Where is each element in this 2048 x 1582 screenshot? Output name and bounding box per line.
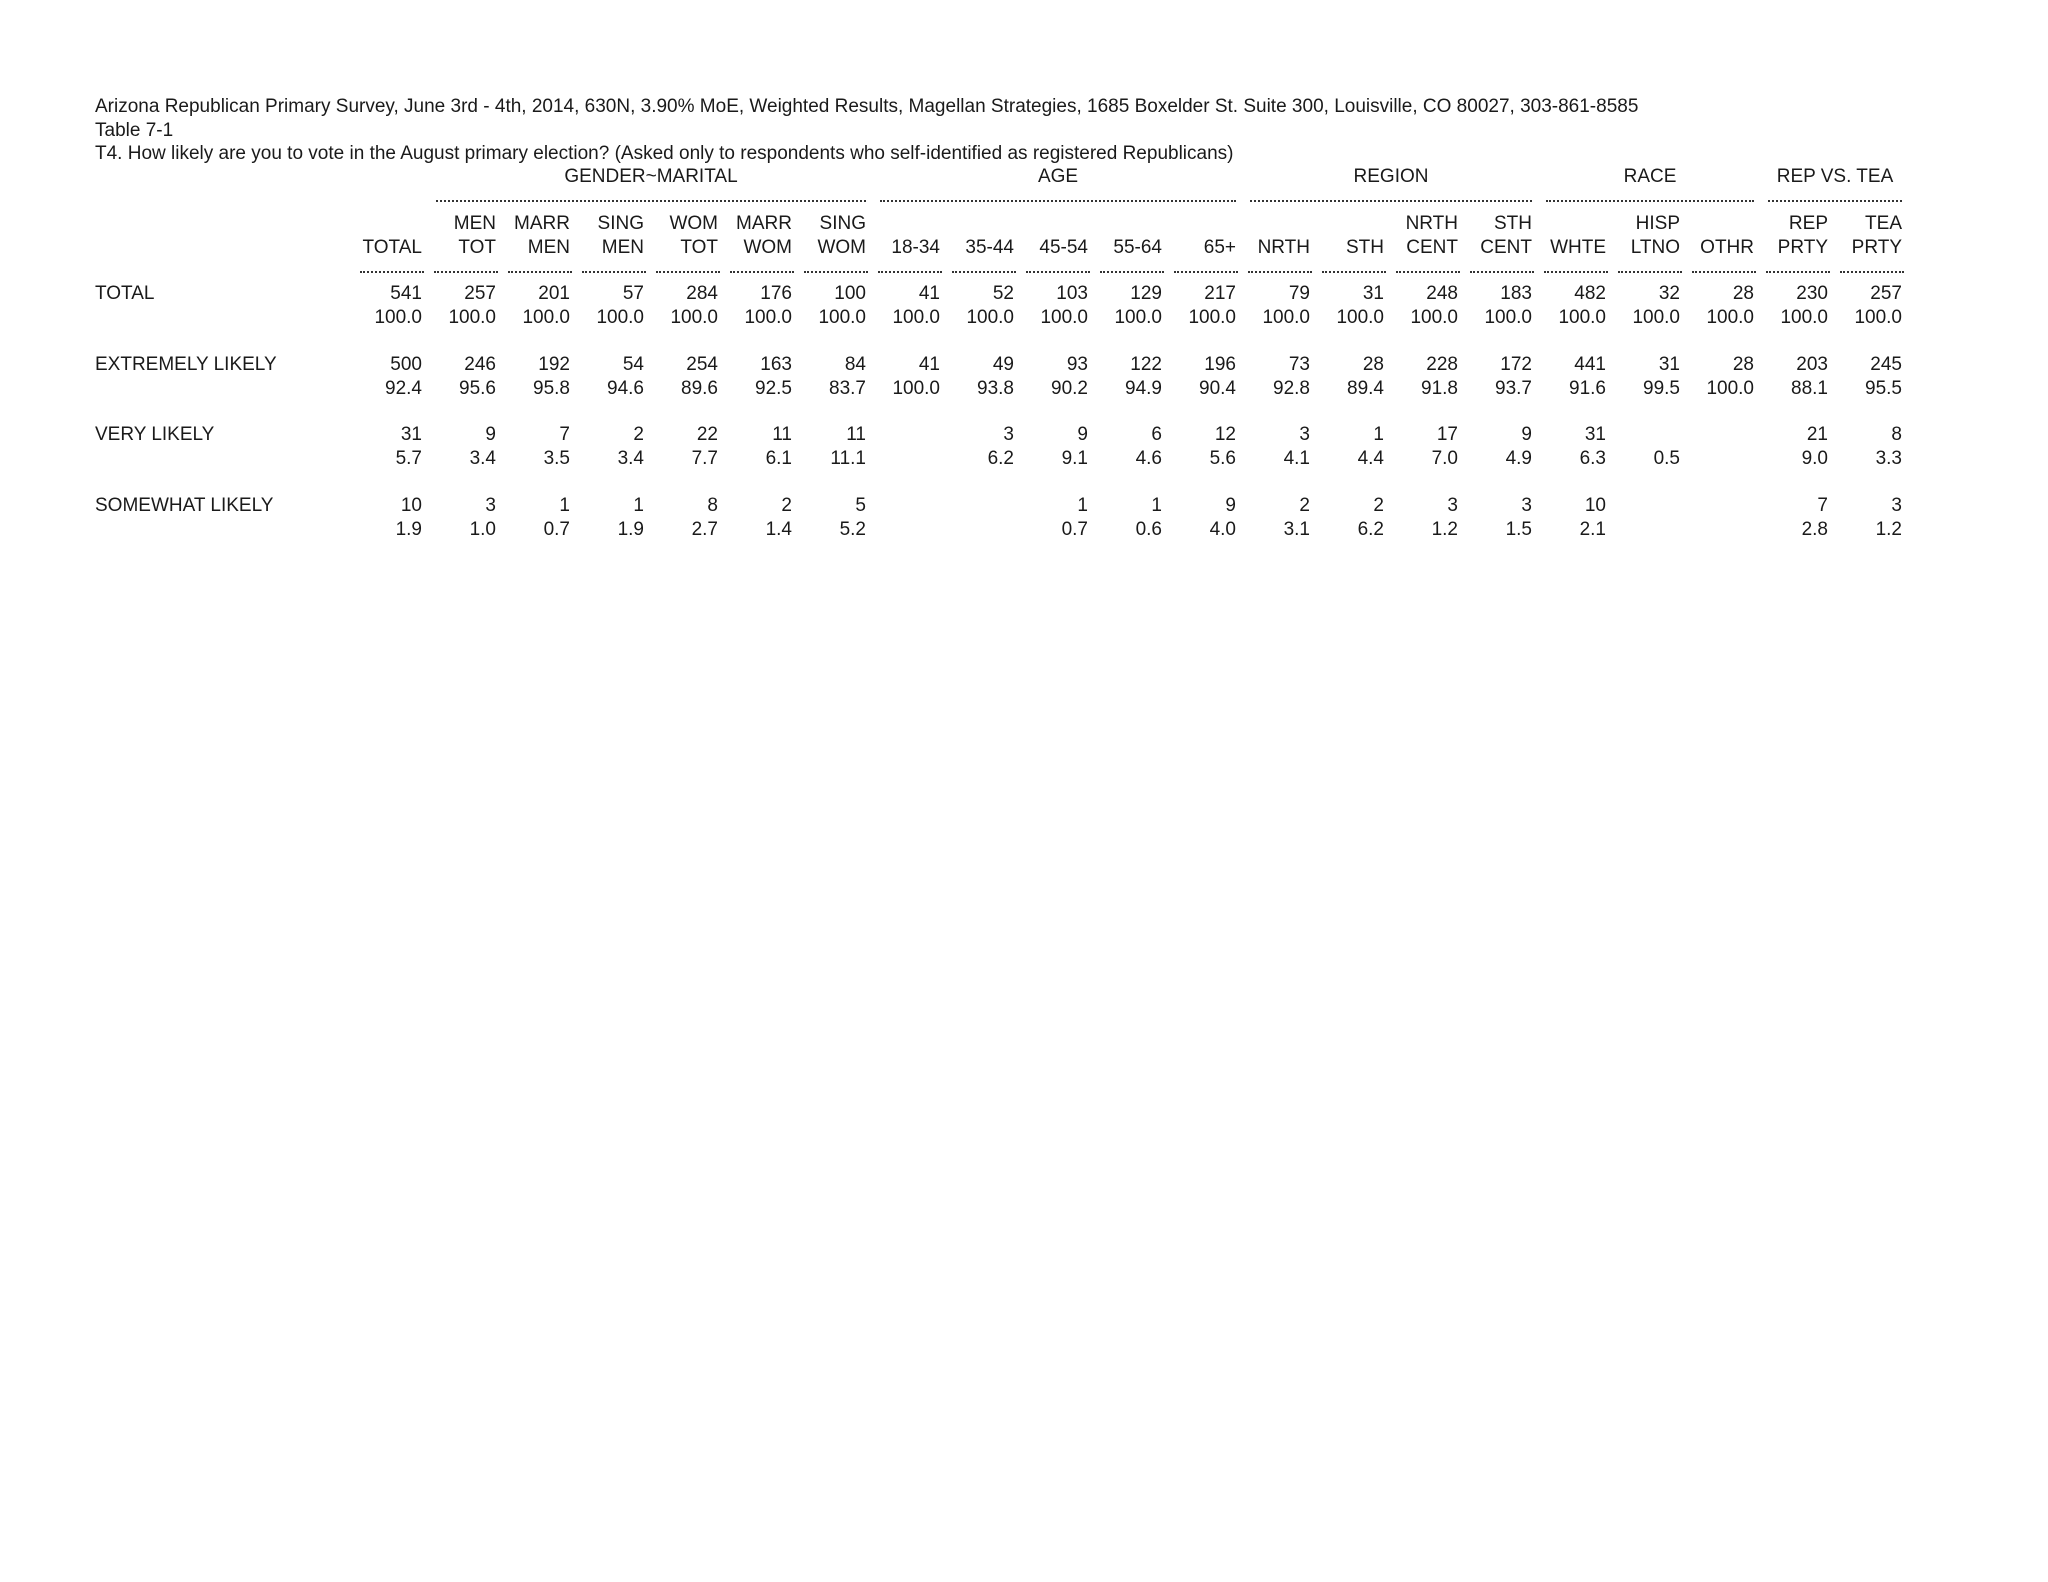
- group-rule-region: [1250, 200, 1532, 202]
- cell-count: 9: [1521, 424, 1532, 445]
- cell-count: 49: [992, 354, 1014, 375]
- col-rule-sing-men: [582, 271, 646, 273]
- cell-count: 12: [1214, 424, 1236, 445]
- cell-percent: 92.5: [755, 378, 792, 399]
- cell-percent: 100.0: [1040, 307, 1088, 328]
- cell-count: 201: [538, 283, 570, 304]
- cell-percent: 100.0: [966, 307, 1014, 328]
- cell-percent: 100.0: [1410, 307, 1458, 328]
- cell-percent: 2.7: [691, 519, 718, 540]
- cell-percent: 6.3: [1579, 448, 1606, 469]
- group-header-region: REGION: [1353, 166, 1429, 187]
- cell-percent: 100.0: [448, 307, 496, 328]
- col-header-18-34: 18-34: [891, 237, 940, 258]
- col-header-men-tot: TOT: [458, 237, 496, 258]
- cell-count: 9: [1077, 424, 1088, 445]
- cell-count: 1: [633, 495, 644, 516]
- group-header-rep-vs-tea: REP VS. TEA: [1776, 166, 1894, 187]
- cell-count: 9: [1225, 495, 1236, 516]
- cell-percent: 100.0: [1632, 307, 1680, 328]
- col-header-marr-men: MEN: [527, 237, 570, 258]
- cell-count: 3: [485, 495, 496, 516]
- col-rule-wom-tot: [656, 271, 720, 273]
- cell-count: 7: [1817, 495, 1828, 516]
- col-rule-18-34: [878, 271, 942, 273]
- col-header-sth-cent: CENT: [1480, 237, 1532, 258]
- cell-count: 230: [1796, 283, 1828, 304]
- cell-percent: 99.5: [1643, 378, 1680, 399]
- cell-percent: 4.6: [1135, 448, 1162, 469]
- col-header-tea-prty: PRTY: [1851, 237, 1902, 258]
- cell-count: 7: [559, 424, 570, 445]
- cell-percent: 3.3: [1875, 448, 1902, 469]
- cell-percent: 11.1: [830, 448, 866, 469]
- cell-percent: 3.4: [469, 448, 496, 469]
- col-rule-sing-wom: [804, 271, 868, 273]
- col-header-wom-tot: TOT: [680, 237, 718, 258]
- col-header-whte: WHTE: [1550, 237, 1606, 258]
- cell-count: 541: [390, 283, 422, 304]
- cell-count: 8: [707, 495, 718, 516]
- cell-count: 2: [633, 424, 644, 445]
- cell-percent: 100.0: [1854, 307, 1902, 328]
- cell-percent: 91.6: [1569, 378, 1606, 399]
- cell-percent: 94.6: [607, 378, 644, 399]
- col-header-tea-prty-top: TEA: [1865, 213, 1902, 234]
- row-label-very-likely: VERY LIKELY: [95, 424, 215, 445]
- cell-percent: 4.0: [1209, 519, 1236, 540]
- cell-count: 192: [538, 354, 570, 375]
- cell-percent: 100.0: [1484, 307, 1532, 328]
- cell-percent: 2.1: [1579, 519, 1606, 540]
- cell-percent: 95.6: [459, 378, 496, 399]
- cell-count: 11: [846, 424, 866, 445]
- cell-count: 10: [400, 495, 422, 516]
- cell-count: 10: [1584, 495, 1606, 516]
- cell-count: 6: [1151, 424, 1162, 445]
- col-header-othr: OTHR: [1700, 237, 1754, 258]
- cell-percent: 5.2: [839, 519, 866, 540]
- col-header-rep-prty: PRTY: [1777, 237, 1828, 258]
- group-header-age: AGE: [1037, 166, 1079, 187]
- cell-count: 172: [1500, 354, 1532, 375]
- col-header-marr-wom-top: MARR: [736, 213, 792, 234]
- cell-count: 245: [1870, 354, 1902, 375]
- table-id: Table 7-1: [95, 120, 174, 141]
- cell-percent: 94.9: [1125, 378, 1162, 399]
- cell-count: 52: [992, 283, 1014, 304]
- cell-percent: 100.0: [374, 307, 422, 328]
- cell-count: 57: [622, 283, 644, 304]
- col-header-65: 65+: [1203, 237, 1236, 258]
- cell-count: 122: [1130, 354, 1162, 375]
- cell-count: 21: [1806, 424, 1828, 445]
- col-rule-whte: [1544, 271, 1608, 273]
- cell-percent: 100.0: [1558, 307, 1606, 328]
- cell-percent: 89.4: [1347, 378, 1384, 399]
- cell-count: 28: [1732, 283, 1754, 304]
- cell-percent: 95.8: [533, 378, 570, 399]
- cell-count: 441: [1574, 354, 1606, 375]
- cell-count: 228: [1426, 354, 1458, 375]
- cell-percent: 1.2: [1431, 519, 1458, 540]
- col-header-sing-men-top: SING: [597, 213, 644, 234]
- cell-percent: 0.7: [543, 519, 570, 540]
- col-header-marr-men-top: MARR: [514, 213, 570, 234]
- cell-percent: 4.1: [1283, 448, 1310, 469]
- question-text: T4. How likely are you to vote in the August primary election? (Asked only to respondents who self-identified as registered Republicans): [95, 143, 1234, 164]
- cell-percent: 92.8: [1273, 378, 1310, 399]
- col-header-rep-prty-top: REP: [1788, 213, 1828, 234]
- cell-count: 248: [1426, 283, 1458, 304]
- col-rule-55-64: [1100, 271, 1164, 273]
- col-rule-nrth: [1248, 271, 1312, 273]
- cell-percent: 4.9: [1505, 448, 1532, 469]
- col-header-sing-men: MEN: [601, 237, 644, 258]
- cell-count: 41: [918, 354, 940, 375]
- cell-count: 163: [760, 354, 792, 375]
- cell-percent: 9.1: [1061, 448, 1088, 469]
- cell-percent: 89.6: [681, 378, 718, 399]
- cell-count: 1: [1077, 495, 1088, 516]
- cell-count: 2: [1299, 495, 1310, 516]
- cell-count: 482: [1574, 283, 1606, 304]
- cell-count: 1: [559, 495, 570, 516]
- cell-count: 254: [686, 354, 718, 375]
- group-rule-age: [880, 200, 1236, 202]
- cell-count: 3: [1447, 495, 1458, 516]
- cell-percent: 9.0: [1801, 448, 1828, 469]
- col-rule-45-54: [1026, 271, 1090, 273]
- col-rule-hisp-ltno: [1618, 271, 1682, 273]
- col-header-total: TOTAL: [362, 237, 422, 258]
- cell-percent: 100.0: [818, 307, 866, 328]
- cell-percent: 100.0: [1188, 307, 1236, 328]
- cell-percent: 2.8: [1801, 519, 1828, 540]
- cell-percent: 100.0: [1706, 307, 1754, 328]
- cell-percent: 0.5: [1653, 448, 1680, 469]
- cell-count: 22: [696, 424, 718, 445]
- cell-percent: 100.0: [596, 307, 644, 328]
- cell-count: 196: [1204, 354, 1236, 375]
- col-header-55-64: 55-64: [1113, 237, 1162, 258]
- cell-count: 500: [390, 354, 422, 375]
- cell-percent: 0.6: [1135, 519, 1162, 540]
- cell-count: 31: [1584, 424, 1606, 445]
- cell-percent: 1.4: [765, 519, 792, 540]
- cell-count: 257: [464, 283, 496, 304]
- cell-percent: 95.5: [1865, 378, 1902, 399]
- col-header-nrth: NRTH: [1257, 237, 1310, 258]
- cell-percent: 5.6: [1209, 448, 1236, 469]
- cell-count: 5: [855, 495, 866, 516]
- col-rule-total: [360, 271, 424, 273]
- cell-percent: 100.0: [1780, 307, 1828, 328]
- cell-count: 3: [1003, 424, 1014, 445]
- cell-percent: 7.0: [1431, 448, 1458, 469]
- col-rule-35-44: [952, 271, 1016, 273]
- cell-percent: 100.0: [1114, 307, 1162, 328]
- cell-count: 32: [1658, 283, 1680, 304]
- cell-percent: 7.7: [691, 448, 718, 469]
- col-header-nrth-cent: CENT: [1406, 237, 1458, 258]
- col-header-marr-wom: WOM: [743, 237, 792, 258]
- cell-percent: 5.7: [395, 448, 422, 469]
- cell-count: 183: [1500, 283, 1532, 304]
- cell-count: 1: [1373, 424, 1384, 445]
- col-rule-sth: [1322, 271, 1386, 273]
- cell-count: 84: [844, 354, 866, 375]
- cell-percent: 1.9: [395, 519, 422, 540]
- col-header-35-44: 35-44: [965, 237, 1014, 258]
- cell-count: 9: [485, 424, 496, 445]
- cell-percent: 93.7: [1495, 378, 1532, 399]
- group-header-race: RACE: [1623, 166, 1677, 187]
- cell-count: 93: [1066, 354, 1088, 375]
- cell-percent: 90.2: [1051, 378, 1088, 399]
- cell-count: 3: [1891, 495, 1902, 516]
- row-label-somewhat-likely: SOMEWHAT LIKELY: [95, 495, 274, 516]
- col-rule-tea-prty: [1840, 271, 1904, 273]
- cell-count: 28: [1732, 354, 1754, 375]
- group-rule-race: [1546, 200, 1754, 202]
- cell-count: 176: [760, 283, 792, 304]
- cell-count: 17: [1436, 424, 1458, 445]
- col-header-nrth-cent-top: NRTH: [1405, 213, 1458, 234]
- cell-percent: 0.7: [1061, 519, 1088, 540]
- cell-count: 2: [781, 495, 792, 516]
- col-rule-marr-men: [508, 271, 572, 273]
- cell-count: 31: [1658, 354, 1680, 375]
- col-header-hisp-ltno: LTNO: [1630, 237, 1680, 258]
- cell-count: 31: [1362, 283, 1384, 304]
- cell-percent: 100.0: [744, 307, 792, 328]
- cell-count: 284: [686, 283, 718, 304]
- group-rule-gender-marital: [436, 200, 866, 202]
- col-rule-65: [1174, 271, 1238, 273]
- cell-percent: 100.0: [892, 307, 940, 328]
- col-header-sth-cent-top: STH: [1494, 213, 1532, 234]
- col-header-men-tot-top: MEN: [453, 213, 496, 234]
- cell-percent: 90.4: [1199, 378, 1236, 399]
- cell-count: 31: [400, 424, 422, 445]
- cell-percent: 83.7: [829, 378, 866, 399]
- cell-percent: 1.5: [1505, 519, 1532, 540]
- cell-percent: 1.9: [617, 519, 644, 540]
- cell-count: 8: [1891, 424, 1902, 445]
- cell-count: 1: [1151, 495, 1162, 516]
- cell-count: 257: [1870, 283, 1902, 304]
- cell-percent: 6.2: [1357, 519, 1384, 540]
- cell-count: 246: [464, 354, 496, 375]
- col-header-hisp-ltno-top: HISP: [1635, 213, 1680, 234]
- cell-count: 41: [918, 283, 940, 304]
- group-rule-rep-vs-tea: [1768, 200, 1902, 202]
- col-header-sing-wom-top: SING: [819, 213, 866, 234]
- cell-count: 2: [1373, 495, 1384, 516]
- cell-percent: 100.0: [1336, 307, 1384, 328]
- col-rule-marr-wom: [730, 271, 794, 273]
- cell-percent: 100.0: [670, 307, 718, 328]
- cell-percent: 91.8: [1421, 378, 1458, 399]
- cell-percent: 100.0: [1706, 378, 1754, 399]
- row-label-extremely-likely: EXTREMELY LIKELY: [95, 354, 277, 375]
- col-rule-men-tot: [434, 271, 498, 273]
- group-header-gender-marital: GENDER~MARITAL: [564, 166, 738, 187]
- cell-count: 100: [834, 283, 866, 304]
- cell-percent: 3.4: [617, 448, 644, 469]
- cell-count: 11: [772, 424, 792, 445]
- cell-percent: 3.5: [543, 448, 570, 469]
- col-rule-sth-cent: [1470, 271, 1534, 273]
- cell-count: 217: [1204, 283, 1236, 304]
- cell-percent: 100.0: [892, 378, 940, 399]
- cell-percent: 3.1: [1283, 519, 1310, 540]
- cell-percent: 88.1: [1791, 378, 1828, 399]
- cell-count: 79: [1288, 283, 1310, 304]
- col-header-45-54: 45-54: [1039, 237, 1088, 258]
- col-header-sth: STH: [1346, 237, 1384, 258]
- cell-count: 203: [1796, 354, 1828, 375]
- cell-percent: 100.0: [1262, 307, 1310, 328]
- cell-count: 54: [622, 354, 644, 375]
- survey-title: Arizona Republican Primary Survey, June 3rd - 4th, 2014, 630N, 3.90% MoE, Weighted Results, Magellan Strategies, 1685 Boxelder St. Suite 300, Louisville, CO 80027, 303-861-8585: [95, 96, 1639, 117]
- cell-count: 73: [1288, 354, 1310, 375]
- cell-count: 129: [1130, 283, 1162, 304]
- cell-percent: 1.0: [469, 519, 496, 540]
- cell-percent: 4.4: [1357, 448, 1384, 469]
- col-header-wom-tot-top: WOM: [669, 213, 718, 234]
- cell-percent: 1.2: [1875, 519, 1902, 540]
- col-header-sing-wom: WOM: [817, 237, 866, 258]
- cell-count: 3: [1521, 495, 1532, 516]
- cell-percent: 6.2: [987, 448, 1014, 469]
- cell-percent: 92.4: [385, 378, 422, 399]
- col-rule-othr: [1692, 271, 1756, 273]
- col-rule-nrth-cent: [1396, 271, 1460, 273]
- cell-percent: 6.1: [765, 448, 792, 469]
- row-label-total: TOTAL: [95, 283, 155, 304]
- col-rule-rep-prty: [1766, 271, 1830, 273]
- cell-count: 3: [1299, 424, 1310, 445]
- cell-count: 28: [1362, 354, 1384, 375]
- cell-count: 103: [1056, 283, 1088, 304]
- cell-percent: 93.8: [977, 378, 1014, 399]
- cell-percent: 100.0: [522, 307, 570, 328]
